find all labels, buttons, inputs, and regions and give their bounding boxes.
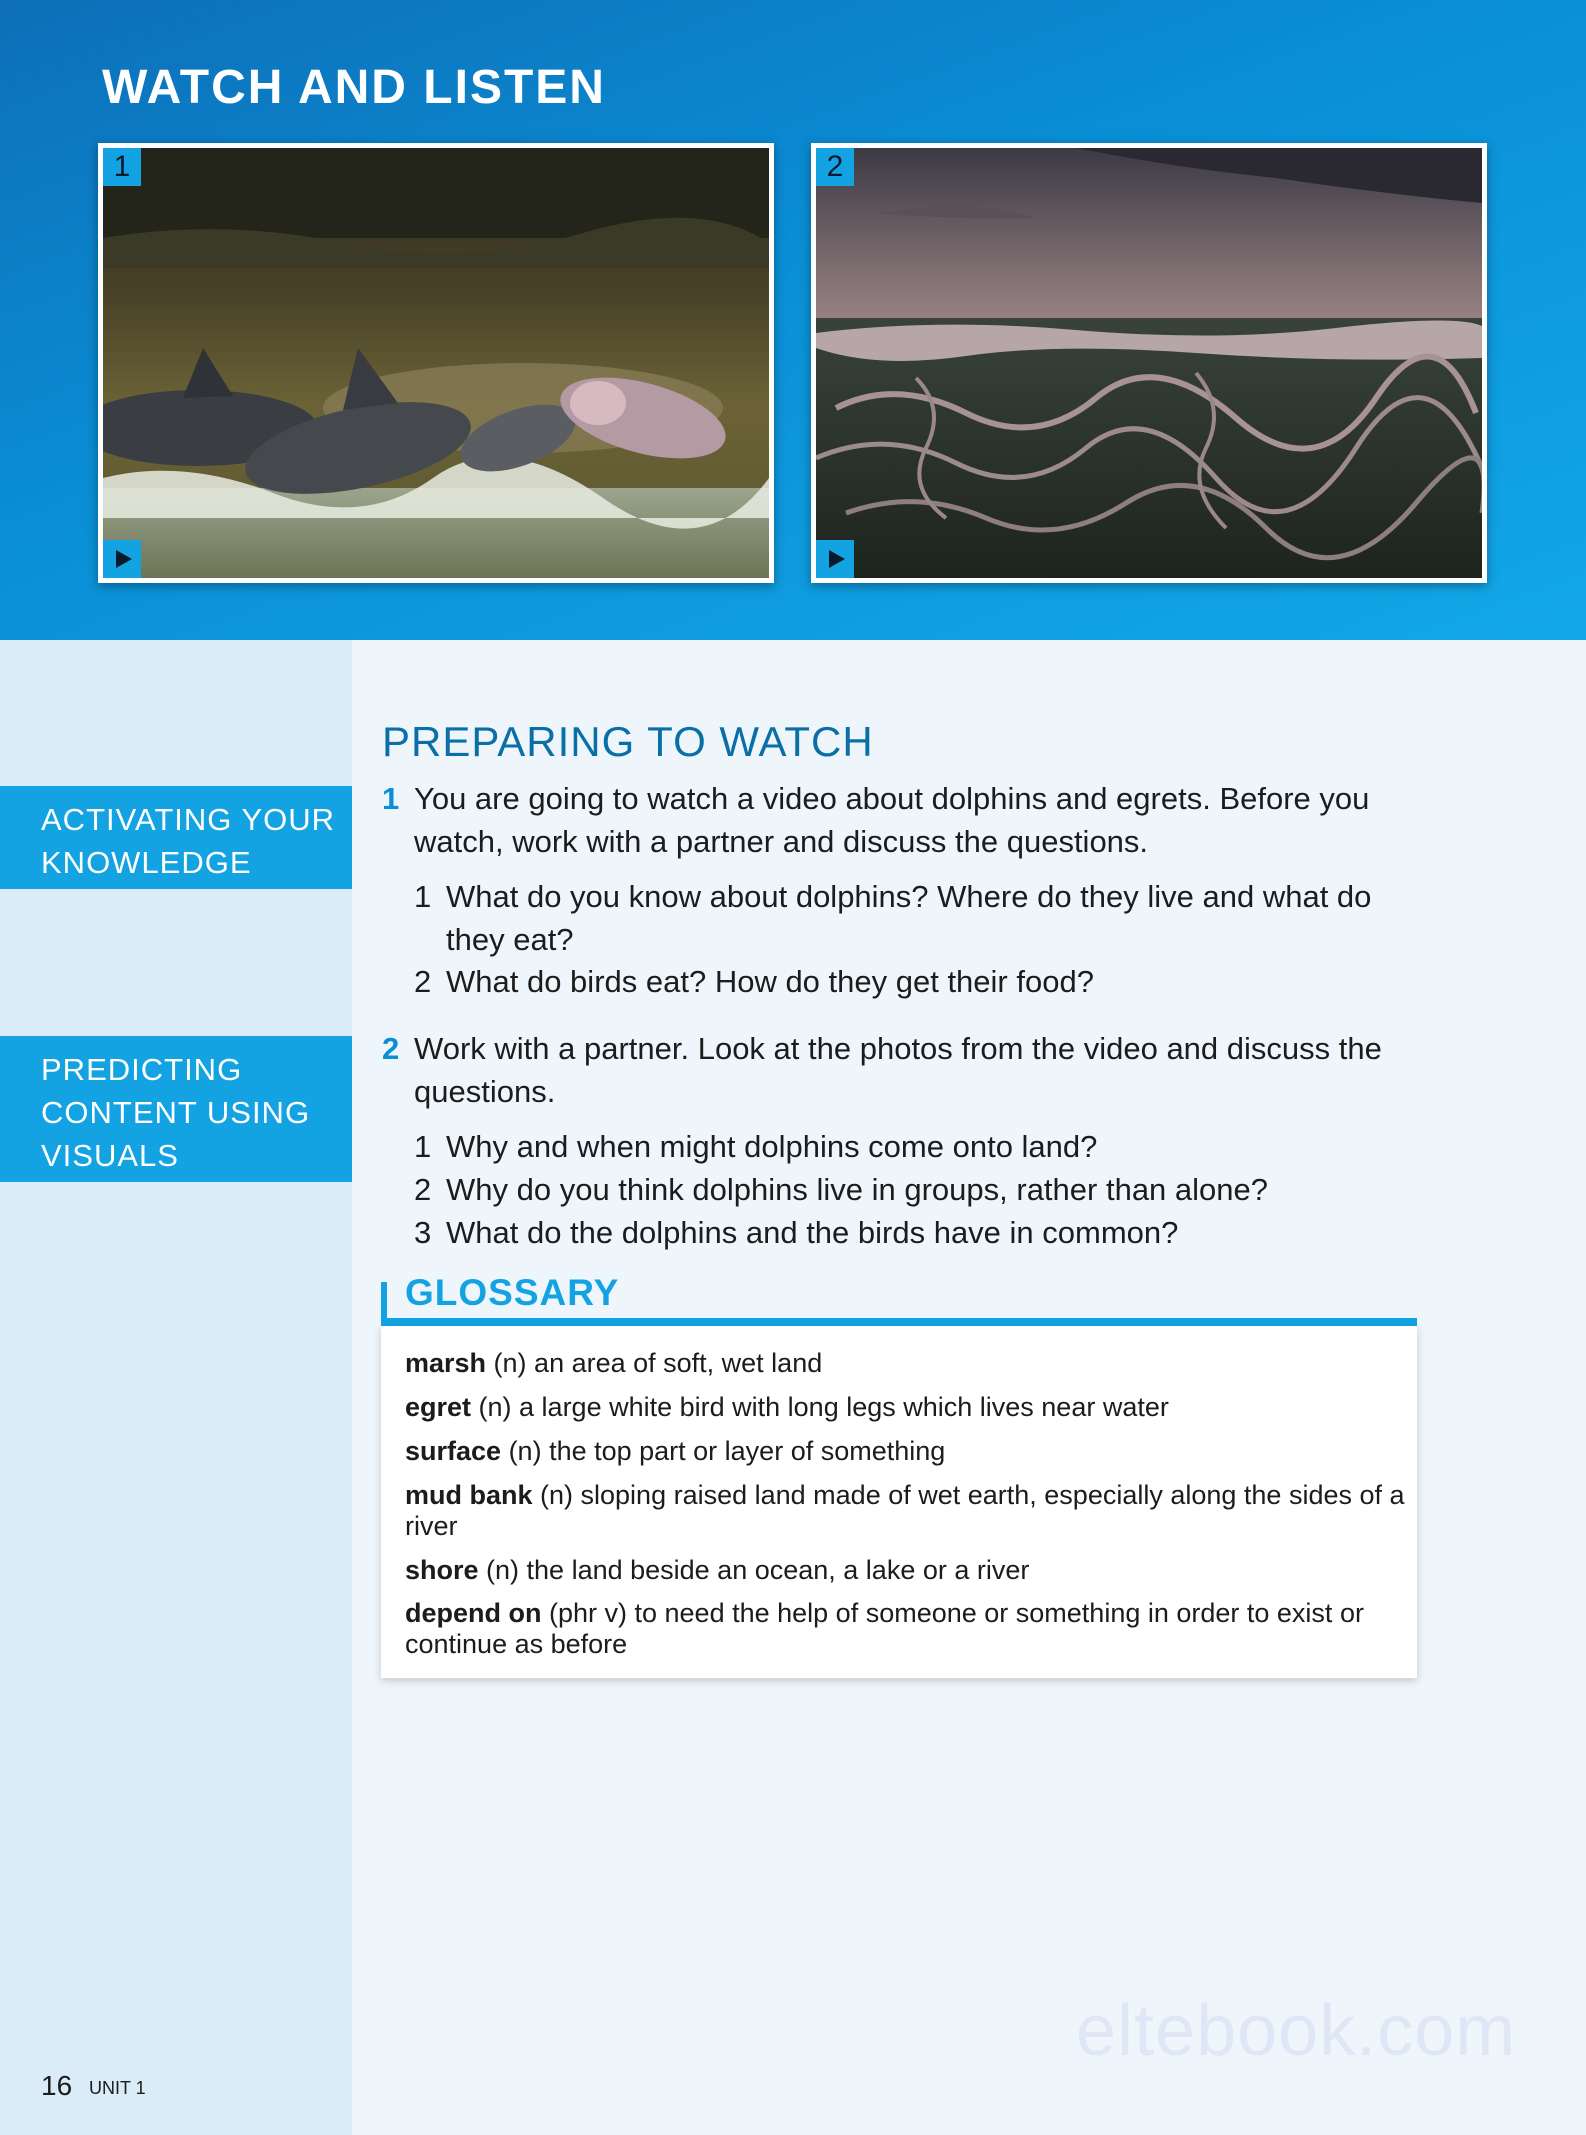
sidebar-tab-predicting-content (0, 1036, 352, 1182)
question-number: 2 (414, 964, 432, 999)
question-text: Why and when might dolphins come onto land? (446, 1129, 1098, 1164)
question-item (414, 875, 1424, 961)
sidebar-tab-label-line: VISUALS (41, 1138, 179, 1173)
section-title: PREPARING TO WATCH (382, 718, 874, 765)
glossary-entry (405, 1436, 1410, 1467)
glossary-entry (405, 1480, 1410, 1542)
glossary-term: egret (405, 1392, 472, 1422)
unit-label: UNIT 1 (89, 2078, 146, 2098)
exercise-1 (382, 777, 1422, 863)
glossary-definition: (n) an area of soft, wet land (486, 1348, 823, 1378)
glossary-definition: (phr v) to need the help of someone or something in order to exist or continue as before (405, 1598, 1364, 1659)
play-icon[interactable] (103, 540, 141, 578)
photo-number-badge: 2 (816, 148, 854, 186)
page-number: 16 (41, 2070, 73, 2101)
question-item (414, 960, 1424, 1003)
question-text: What do you know about dolphins? Where do they live and what do they eat? (446, 879, 1372, 957)
marsh-image (816, 148, 1482, 578)
glossary-term: depend on (405, 1598, 542, 1628)
question-number: 3 (414, 1215, 432, 1250)
glossary-entry (405, 1555, 1410, 1586)
exercise-prompt: Work with a partner. Look at the photos from the video and discuss the questions. (414, 1031, 1382, 1109)
sidebar-tab-label-line: ACTIVATING YOUR (41, 802, 336, 837)
exercise-prompt: You are going to watch a video about dolphins and egrets. Before you watch, work with a partner and discuss the questions. (414, 781, 1370, 859)
video-thumbnail-1[interactable] (98, 143, 774, 583)
page-title: WATCH AND LISTEN (102, 61, 606, 114)
question-item (414, 1211, 1424, 1254)
exercise-number: 1 (382, 781, 400, 816)
marsh-photo (816, 148, 1482, 578)
question-number: 1 (414, 1129, 432, 1164)
question-number: 2 (414, 1172, 432, 1207)
question-item (414, 1125, 1424, 1168)
watermark: eltebook.com (1076, 1991, 1517, 2071)
sidebar-tab-activating-knowledge (0, 786, 352, 889)
play-icon[interactable] (816, 540, 854, 578)
glossary-definition: (n) a large white bird with long legs which lives near water (471, 1392, 1169, 1422)
glossary-entry (405, 1348, 1410, 1379)
glossary-entry (405, 1392, 1410, 1423)
question-number: 1 (414, 879, 432, 914)
dolphins-photo (103, 148, 769, 578)
glossary-definition: (n) the land beside an ocean, a lake or a river (478, 1555, 1030, 1585)
question-text: What do birds eat? How do they get their food? (446, 964, 1094, 999)
question-item (414, 1168, 1424, 1211)
photo-number-badge: 1 (103, 148, 141, 186)
glossary-term: shore (405, 1555, 479, 1585)
glossary-term: surface (405, 1436, 502, 1466)
sidebar-tab-label-line: PREDICTING (41, 1052, 243, 1087)
glossary-term: marsh (405, 1348, 487, 1378)
glossary-accent-bar (381, 1282, 387, 1322)
glossary-divider (381, 1318, 1417, 1326)
video-thumbnail-2[interactable] (811, 143, 1487, 583)
glossary-definition: (n) the top part or layer of something (501, 1436, 946, 1466)
question-text: What do the dolphins and the birds have in common? (446, 1215, 1179, 1250)
glossary-title: GLOSSARY (405, 1272, 620, 1313)
exercise-number: 2 (382, 1031, 400, 1066)
sidebar-tab-label-line: CONTENT USING (41, 1095, 311, 1130)
glossary-definition: (n) sloping raised land made of wet earth, especially along the sides of a river (405, 1480, 1405, 1541)
exercise-2 (382, 1027, 1422, 1113)
sidebar-tab-label-line: KNOWLEDGE (41, 845, 252, 880)
question-text: Why do you think dolphins live in groups, rather than alone? (446, 1172, 1268, 1207)
glossary-entry (405, 1598, 1410, 1660)
glossary-term: mud bank (405, 1480, 533, 1510)
dolphins-image (103, 148, 769, 578)
